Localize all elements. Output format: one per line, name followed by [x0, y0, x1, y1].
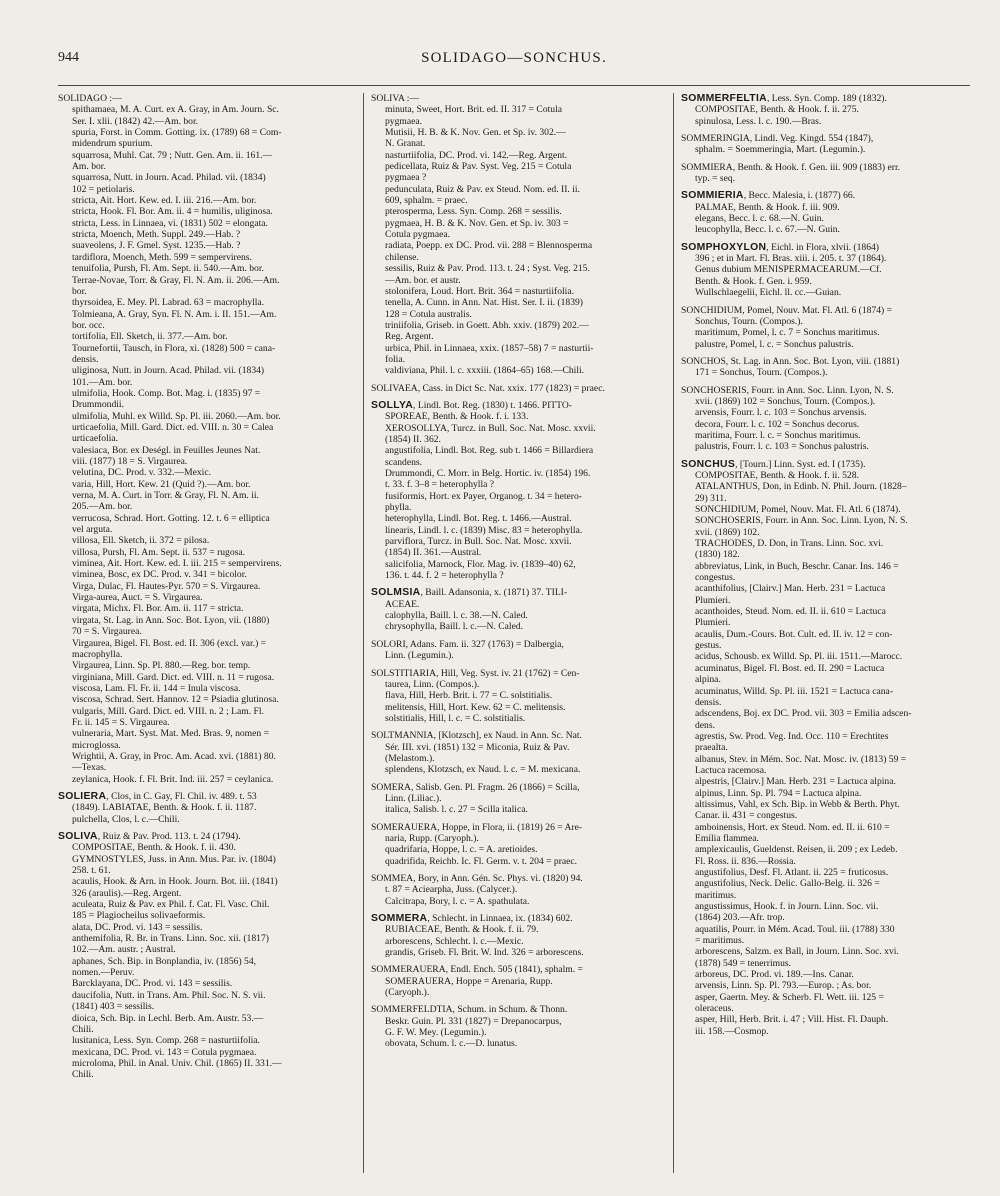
entry-line: maritimum, Pomel, l. c. 7 = Sonchus maritimus. [695, 327, 880, 339]
genus-name: SOLIVA [58, 831, 98, 842]
entry-line: viscosa, Schrad. Sert. Hannov. 12 = Psiadia glutinosa. [72, 694, 279, 706]
index-entry [371, 93, 666, 377]
entry-line: 70 = S. Virgaurea. [72, 626, 142, 638]
entry-line: 396 ; et in Mart. Fl. Bras. xiii. i. 205. t. 37 (1864). [695, 253, 887, 265]
entry-line: Lactuca racemosa. [695, 764, 767, 776]
entry-line: vulgaris, Mill. Gard. Dict. ed. VIII. n. 2 ; Lam. Fl. [72, 705, 264, 717]
entry-line: 101.—Am. bor. [72, 376, 133, 388]
entry-line: nomen.—Peruv. [72, 967, 135, 979]
entry-line: Sér. III. xvi. (1851) 132 = Miconia, Ruiz & Pav. [385, 741, 570, 753]
entry-line: SOLIVAEA, Cass. in Dict Sc. Nat. xxix. 177 (1823) = praec. [371, 382, 605, 394]
genus-heading [58, 831, 353, 842]
entry-line: amplexicaulis, Gueldenst. Reisen, ii. 209 ; ex Ledeb. [695, 844, 898, 856]
entry-line: altissimus, Vahl, ex Sch. Bip. in Webb & Berth. Phyt. [695, 798, 900, 810]
genus-citation: , Eichl. in Flora, xlvii. (1864) [766, 241, 879, 253]
entry-line: (1864) 203.—Afr. trop. [695, 912, 785, 924]
genus-citation: , Ruiz & Pav. Prod. 113. t. 24 (1794). [97, 831, 241, 842]
index-entry [681, 93, 976, 127]
entry-line: SOMERA, Salisb. Gen. Pl. Fragm. 26 (1866) = Scilla, [371, 781, 580, 793]
index-entry [681, 385, 976, 453]
entry-line: pygmaea ? [385, 172, 427, 184]
entry-line: (1878) 549 = tenerrimus. [695, 957, 791, 969]
entry-line: Canar. ii. 431 = congestus. [695, 810, 798, 822]
genus-name: SONCHUS [681, 458, 736, 470]
genus-citation: , Lindl. Bot. Reg. (1830) t. 1466. PITTO- [413, 399, 572, 411]
entry-line: RUBIACEAE, Benth. & Hook. f. ii. 79. [385, 924, 539, 936]
entry-line: stricta, Hook. Fl. Bor. Am. ii. 4 = humilis, uliginosa. [72, 206, 273, 218]
entry-line: t. 87 = Aciearpha, Juss. (Calycer.). [385, 884, 518, 896]
entry-line: spuria, Forst. in Comm. Gotting. ix. (1789) 68 = Com- [72, 127, 282, 139]
entry-line: ulmifolia, Hook. Comp. Bot. Mag. i. (1835) 97 = [72, 387, 261, 399]
genus-heading [681, 242, 976, 253]
entry-line: scandens. [385, 456, 423, 468]
entry-line: velutina, DC. Prod. v. 332.—Mexic. [72, 467, 212, 479]
index-entry [371, 1004, 666, 1049]
genus-citation: , Baill. Adansonia, x. (1871) 37. TILI- [420, 587, 568, 599]
entry-line: italica, Salisb. l. c. 27 = Scilla italica. [385, 804, 528, 816]
entry-line: G. F. W. Mey. (Legumin.). [385, 1027, 487, 1039]
entry-line: SONCHOS, St. Lag. in Ann. Soc. Bot. Lyon, viii. (1881) [681, 355, 900, 367]
entry-line: radiata, Poepp. ex DC. Prod. vii. 288 = Blennosperma [385, 240, 593, 252]
entry-line: quadrifida, Reichb. Ic. Fl. Germ. v. t. 204 = praec. [385, 855, 578, 867]
entry-line: urticaefolia, Mill. Gard. Dict. ed. VIII. n. 30 = Calea [72, 421, 274, 433]
entry-line: Cotula pygmaea. [385, 229, 451, 241]
entry-line: alpinus, Linn. Sp. Pl. 794 = Lactuca alpina. [695, 787, 862, 799]
column-left [58, 93, 353, 1173]
index-entry [681, 459, 976, 1038]
entry-line: angustifolius, Neck. Delic. Gallo-Belg. ii. 326 = [695, 878, 880, 890]
entry-line: gestus. [695, 640, 722, 652]
entry-line: 609, sphalm. = praec. [385, 195, 468, 207]
entry-line: sessilis, Ruiz & Pav. Prod. 113. t. 24 ; Syst. Veg. 215. [385, 263, 590, 275]
entry-line: anthemifolia, R. Br. in Trans. Linn. Soc. xii. (1817) [72, 933, 269, 945]
entry-line: agrestis, Sw. Prod. Veg. Ind. Occ. 110 = Erechtites [695, 730, 889, 742]
entry-line: N. Granat. [385, 138, 426, 150]
column-right [681, 93, 976, 1173]
running-head: SOLIDAGO—SONCHUS. [421, 50, 607, 66]
entry-line: varia, Hill, Hort. Kew. 21 (Quid ?).—Am. bor. [72, 478, 251, 490]
index-entry [58, 93, 353, 785]
index-entry [681, 242, 976, 299]
entry-line: SOMMIERA, Benth. & Hook. f. Gen. iii. 909 (1883) err. [681, 161, 901, 173]
entry-line: alata, DC. Prod. vi. 143 = sessilis. [72, 921, 203, 933]
entry-line: microloma, Phil. in Anal. Univ. Chil. (1865) II. 331.— [72, 1057, 282, 1069]
entry-line: (Caryoph.). [385, 987, 430, 999]
entry-line: —Am. bor. et austr. [385, 274, 461, 286]
entry-line: 205.—Am. bor. [72, 501, 133, 513]
entry-line: palustris, Fourr. l. c. 103 = Sonchus palustris. [695, 441, 869, 453]
entry-line: Barcklayana, DC. Prod. vi. 143 = sessilis. [72, 978, 233, 990]
page-number: 944 [58, 50, 79, 65]
column-middle [371, 93, 666, 1173]
entry-line: (1849). LABIATAE, Benth. & Hook. f. ii. 1187. [72, 802, 257, 814]
entry-line: villosa, Ell. Sketch, ii. 372 = pilosa. [72, 535, 210, 547]
entry-line: stricta, Moench, Meth. Suppl. 249.—Hab. ? [72, 229, 241, 241]
entry-line: Am. bor. [72, 161, 106, 173]
page-header [58, 50, 970, 74]
entry-line: SOLIDAGO :— [58, 93, 122, 104]
entry-line: SOLIVA :— [371, 93, 420, 104]
entry-line: bor. occ. [72, 319, 105, 331]
entry-line: SOMERAUERA, Hoppe = Arenaria, Rupp. [385, 975, 553, 987]
entry-line: Emilia flammea. [695, 832, 759, 844]
entry-line: linearis, Lindl. l. c. (1839) Misc. 83 = heterophylla. [385, 524, 583, 536]
text-columns [58, 93, 993, 1173]
genus-name: SOLMSIA [371, 587, 421, 599]
entry-line: Virgaurea, Linn. Sp. Pl. 880.—Reg. bor. temp. [72, 660, 251, 672]
index-entry [371, 400, 666, 582]
entry-line: Tournefortii, Tausch, in Flora, xi. (1828) 500 = cana- [72, 342, 276, 354]
entry-line: albanus, Stev. in Mém. Soc. Nat. Mosc. iv. (1813) 59 = [695, 753, 907, 765]
entry-line: (1854) II. 361.—Austral. [385, 547, 482, 559]
entry-line: Sonchus, Tourn. (Compos.). [695, 315, 803, 327]
entry-line: pygmaea, H. B. & K. Nov. Gen. et Sp. iv. 303 = [385, 217, 569, 229]
entry-line: chrysophylla, Baill. l. c.—N. Caled. [385, 621, 524, 633]
entry-line: dioica, Sch. Bip. in Lechl. Berb. Am. Austr. 53.— [72, 1012, 264, 1024]
entry-line: pulchella, Clos, l. c.—Chili. [72, 813, 180, 825]
entry-line: solstitialis, Hill, l. c. = C. solstitialis. [385, 712, 526, 724]
entry-line: Linn. (Liliac.). [385, 792, 442, 804]
index-entry [681, 190, 976, 235]
entry-line: splendens, Klotzsch, ex Naud. l. c. = M. mexicana. [385, 764, 581, 776]
entry-line: verrucosa, Schrad. Hort. Gotting. 12. t. 6 = elliptica [72, 512, 270, 524]
entry-line: 136. t. 44. f. 2 = heterophylla ? [385, 570, 504, 582]
column-divider [363, 93, 364, 1173]
entry-line: asper, Hill, Herb. Brit. i. 47 ; Vill. Hist. Fl. Dauph. [695, 1014, 889, 1026]
entry-line: thyrsoidea, E. Mey. Pl. Labrad. 63 = macrophylla. [72, 297, 265, 309]
entry-line: chilense. [385, 251, 419, 263]
entry-line: maritimus. [695, 889, 737, 901]
header-rule [58, 85, 970, 86]
entry-line: Plumieri. [695, 594, 731, 606]
entry-line: xvii. (1869) 102 = Sonchus, Tourn. (Compos.). [695, 395, 876, 407]
entry-line: heterophylla, Lindl. Bot. Reg. t. 1466.—Austral. [385, 513, 572, 525]
entry-line: Drummondii. [72, 399, 124, 411]
entry-line: Wullschlaegelii, Eichl. ll. cc.—Guian. [695, 287, 842, 299]
entry-line: (1830) 182. [695, 549, 740, 561]
genus-name: SOMMERA [371, 913, 428, 925]
entry-line: urbica, Phil. in Linnaea, xxix. (1857–58) 7 = nasturtii- [385, 342, 594, 354]
entry-line: squarrosa, Muhl. Cat. 79 ; Nutt. Gen. Am. ii. 161.— [72, 149, 273, 161]
entry-line: leucophylla, Becc. l. c. 67.—N. Guin. [695, 224, 840, 236]
entry-line: viminea, Ait. Hort. Kew. ed. I. iii. 215 = sempervirens. [72, 558, 282, 570]
genus-heading [58, 791, 353, 802]
entry-line: = maritimus. [695, 935, 745, 947]
index-entry [371, 383, 666, 394]
entry-line: virgata, St. Lag. in Ann. Soc. Bot. Lyon, vii. (1880) [72, 614, 270, 626]
entry-line: parviflora, Turcz. in Bull. Soc. Nat. Mosc. xxvii. [385, 536, 572, 548]
entry-line: COMPOSITAE, Benth. & Hook. f. ii. 275. [695, 104, 859, 116]
entry-line: aphanes, Sch. Bip. in Bonplandia, iv. (1856) 54, [72, 955, 257, 967]
entry-line: SONCHIDIUM, Pomel, Nouv. Mat. Fl. Atl. 6 (1874) = [681, 304, 893, 316]
entry-line: SOMMERINGIA, Lindl. Veg. Kingd. 554 (1847), [681, 133, 874, 145]
entry-line: SOMMERFELDTIA, Schum. in Schum. & Thonn. [371, 1004, 568, 1016]
entry-line: mexicana, DC. Prod. vi. 143 = Cotula pygmaea. [72, 1046, 257, 1058]
entry-line: folia. [385, 353, 405, 365]
genus-name: SOMMERFELTIA [681, 93, 767, 104]
genus-citation: , Clos, in C. Gay, Fl. Chil. iv. 489. t. 53 [106, 790, 257, 802]
entry-line: melitensis, Hill, Hort. Kew. 62 = C. melitensis. [385, 701, 566, 713]
entry-line: virginiana, Mill. Gard. Dict. ed. VIII. n. 11 = rugosa. [72, 671, 275, 683]
entry-line: flava, Hill, Herb. Brit. i. 77 = C. solstitialis. [385, 690, 553, 702]
entry-line: stolonifera, Loud. Hort. Brit. 364 = nasturtiifolia. [385, 285, 574, 297]
entry-line: valdiviana, Phil. l. c. xxxiii. (1864–65) 168.—Chili. [385, 365, 585, 377]
entry-line: vel arguta. [72, 524, 113, 536]
entry-line: phylla. [385, 502, 412, 514]
entry-line: Terrae-Novae, Torr. & Gray, Fl. N. Am. ii. 206.—Am. [72, 274, 280, 286]
entry-line: densis. [695, 696, 722, 708]
entry-line: tenuifolia, Pursh, Fl. Am. Sept. ii. 540.—Am. bor. [72, 263, 264, 275]
entry-line: valesiaca, Bor. ex Deségl. in Feuilles Jeunes Nat. [72, 444, 261, 456]
index-entry [371, 913, 666, 958]
index-entry [681, 356, 976, 379]
entry-line: tortifolia, Ell. Sketch, ii. 377.—Am. bor. [72, 331, 228, 343]
entry-line: viminea, Bosc, ex DC. Prod. v. 341 = bicolor. [72, 569, 247, 581]
entry-line: oleraceus. [695, 1003, 734, 1015]
entry-line: acaulis, Hook. & Arn. in Hook. Journ. Bot. iii. (1841) [72, 876, 278, 888]
entry-line: tardiflora, Moench, Meth. 599 = sempervirens. [72, 251, 252, 263]
entry-line: SOMERAUERA, Hoppe, in Flora, ii. (1819) 26 = Are- [371, 821, 583, 833]
entry-line: ulmifolia, Muhl. ex Willd. Sp. Pl. iii. 2060.—Am. bor. [72, 410, 281, 422]
index-entry [371, 639, 666, 662]
genus-heading [371, 400, 666, 411]
entry-line: Benth. & Hook. f. Gen. i. 959. [695, 275, 812, 287]
entry-line: decora, Fourr. l. c. 102 = Sonchus decorus. [695, 418, 860, 430]
entry-line: adscendens, Boj. ex DC. Prod. vii. 303 = Emilia adscen- [695, 708, 912, 720]
entry-line: viii. (1877) 18 = S. Virgaurea. [72, 456, 188, 467]
entry-line: Chili. [72, 1069, 94, 1081]
entry-line: SOLORI, Adans. Fam. ii. 327 (1763) = Dalbergia, [371, 638, 564, 650]
genus-citation: , Schlecht. in Linnaea, ix. (1834) 602. [427, 913, 573, 925]
entry-line: vulneraria, Mart. Syst. Mat. Med. Bras. 9, nomen = [72, 728, 269, 740]
entry-line: 185 = Plagiocheilus solivaeformis. [72, 910, 206, 922]
entry-line: 102 = petiolaris. [72, 183, 135, 195]
genus-heading [681, 459, 976, 470]
entry-line: GYMNOSTYLES, Juss. in Ann. Mus. Par. iv. (1804) [72, 853, 276, 865]
entry-line: acanthifolius, [Clairv.] Man. Herb. 231 = Lactuca [695, 583, 886, 595]
entry-line: pterosperma, Less. Syn. Comp. 268 = sessilis. [385, 206, 562, 218]
entry-line: (1854) II. 362. [385, 433, 441, 445]
entry-line: fusiformis, Hort. ex Payer, Organog. t. 34 = hetero- [385, 490, 582, 502]
entry-line: suaveolens, J. F. Gmel. Syst. 1235.—Hab. ? [72, 240, 241, 252]
entry-line: naria, Rupp. (Caryoph.). [385, 832, 479, 844]
entry-line: Virgaurea, Bigel. Fl. Bost. ed. II. 306 (excl. var.) = [72, 637, 267, 649]
entry-line: praealta. [695, 742, 728, 754]
entry-line: PALMAE, Benth. & Hook. f. iii. 909. [695, 201, 840, 213]
entry-line: 258. t. 61. [72, 865, 111, 877]
entry-line: Beskr. Guin. Pl. 331 (1827) = Drepanocarpus, [385, 1015, 562, 1027]
entry-line: SOMMEA, Bory, in Ann. Gén. Sc. Phys. vi. (1820) 94. [371, 873, 583, 884]
entry-line: congestus. [695, 572, 736, 584]
genus-heading [371, 587, 666, 598]
entry-line: spinulosa, Less. l. c. 190.—Bras. [695, 115, 822, 127]
entry-line: arvensis, Fourr. l. c. 103 = Sonchus arvensis. [695, 407, 867, 419]
entry-line: calophylla, Baill. l. c. 38.—N. Caled. [385, 610, 528, 622]
entry-line: palustre, Pomel, l. c. = Sonchus palustris. [695, 338, 854, 350]
entry-line: acaulis, Dum.-Cours. Bot. Cult. ed. II. iv. 12 = con- [695, 628, 893, 640]
entry-line: SONCHIDIUM, Pomel, Nouv. Mat. Fl. Atl. 6 (1874). [695, 504, 901, 515]
genus-heading [371, 913, 666, 924]
entry-line: iii. 158.—Cosmop. [695, 1025, 769, 1037]
genus-name: SOLIERA [58, 790, 107, 802]
genus-heading [681, 190, 976, 201]
entry-line: acanthoides, Steud. Nom. ed. II. ii. 610 = Lactuca [695, 606, 886, 618]
entry-line: pygmaea. [385, 115, 423, 127]
entry-line: bor. [72, 285, 87, 297]
entry-line: COMPOSITAE, Benth. & Hook. f. ii. 528. [695, 469, 859, 481]
entry-line: angustifolia, Lindl. Bot. Reg. sub t. 1466 = Billardiera [385, 445, 594, 457]
entry-line: arboreus, DC. Prod. vi. 189.—Ins. Canar. [695, 969, 854, 981]
entry-line: SONCHOSERIS, Fourr. in Ann. Soc. Linn. Lyon, N. S. [695, 515, 908, 527]
entry-line: obovata, Schum. l. c.—D. lunatus. [385, 1038, 518, 1050]
entry-line: villosa, Pursh, Fl. Am. Sept. ii. 537 = rugosa. [72, 546, 246, 558]
entry-line: tenella, A. Cunn. in Ann. Nat. Hist. Ser. I. ii. (1839) [385, 297, 583, 309]
entry-line: acidus, Schousb. ex Willd. Sp. Pl. iii. 1511.—Marocc. [695, 651, 903, 663]
entry-line: maritima, Fourr. l. c. = Sonchus maritimus. [695, 429, 861, 441]
entry-line: grandis, Griseb. Fl. Brit. W. Ind. 326 = arborescens. [385, 947, 584, 959]
genus-citation: , [Tourn.] Linn. Syst. ed. I (1735). [735, 458, 866, 470]
entry-line: SOLSTITIARIA, Hill, Veg. Syst. iv. 21 (1762) = Cen- [371, 667, 580, 679]
entry-line: SOLTMANNIA, [Klotzsch], ex Naud. in Ann. Sc. Nat. [371, 730, 582, 742]
entry-line: urticaefolia. [72, 433, 119, 445]
entry-line: arborescens, Schlecht. l. c.—Mexic. [385, 935, 524, 947]
entry-line: Plumieri. [695, 617, 731, 629]
entry-line: lusitanica, Less. Syn. Comp. 268 = nasturtiifolia. [72, 1035, 260, 1047]
genus-heading [681, 93, 976, 104]
entry-line: arvensis, Linn. Sp. Pl. 793.—Europ. ; As. bor. [695, 980, 872, 992]
entry-line: 128 = Cotula australis. [385, 308, 472, 320]
entry-line: spithamaea, M. A. Curt. ex A. Gray, in Am. Journ. Sc. [72, 104, 279, 116]
entry-line: SPOREAE, Benth. & Hook. f. i. 133. [385, 411, 529, 423]
entry-line: elegans, Becc. l. c. 68.—N. Guin. [695, 213, 824, 225]
entry-line: acuminatus, Willd. Sp. Pl. iii. 1521 = Lactuca cana- [695, 685, 894, 697]
entry-line: pedunculata, Ruiz & Pav. ex Steud. Nom. ed. II. ii. [385, 183, 580, 195]
entry-line: pedicellata, Ruiz & Pav. Syst. Veg. 215 = Cotula [385, 161, 572, 173]
entry-line: aculeata, Ruiz & Pav. ex Phil. f. Cat. Fl. Vasc. Chil. [72, 899, 270, 911]
entry-line: Linn. (Legumin.). [385, 650, 454, 662]
entry-line: verna, M. A. Curt. in Torr. & Gray, Fl. N. Am. ii. [72, 490, 259, 502]
entry-line: alpestris, [Clairv.] Man. Herb. 231 = Lactuca alpina. [695, 776, 896, 788]
entry-line: TRACHODES, D. Don, in Trans. Linn. Soc. xvi. [695, 538, 884, 550]
entry-line: arborescens, Salzm. ex Ball, in Journ. Linn. Soc. xvi. [695, 946, 899, 958]
entry-line: asper, Gaertn. Mey. & Scherb. Fl. Wett. iii. 125 = [695, 991, 884, 1003]
entry-line: Genus dubium MENISPERMACEARUM.—Cf. [695, 264, 882, 276]
entry-line: daucifolia, Nutt. in Trans. Am. Phil. Soc. N. S. vii. [72, 989, 266, 1001]
entry-line: 171 = Sonchus, Tourn. (Compos.). [695, 367, 828, 379]
entry-line: aquatilis, Pourr. in Mém. Acad. Toul. iii. (1788) 330 [695, 923, 895, 935]
entry-line: dens. [695, 719, 715, 731]
entry-line: macrophylla. [72, 648, 123, 660]
index-entry [371, 587, 666, 632]
entry-line: XEROSOLLYA, Turcz. in Bull. Soc. Nat. Mosc. xxvii. [385, 422, 596, 434]
entry-line: triniifolia, Griseb. in Goett. Abh. xxiv. (1879) 202.— [385, 319, 589, 331]
index-entry [371, 668, 666, 725]
genus-name: SOMMIERIA [681, 190, 744, 202]
index-entry [681, 162, 976, 185]
entry-line: stricta, Ait. Hort. Kew. ed. I. iii. 216.—Am. bor. [72, 195, 257, 207]
entry-line: SOMMERAUERA, Endl. Ench. 505 (1841), sphalm. = [371, 964, 583, 976]
genus-citation: , Less. Syn. Comp. 189 (1832). [766, 93, 887, 104]
entry-line: Virga-aurea, Auct. = S. Virgaurea. [72, 592, 203, 604]
genus-name: SOMPHOXYLON [681, 241, 767, 253]
entry-line: (1841) 403 = sessilis. [72, 1001, 155, 1013]
entry-line: squarrosa, Nutt. in Journ. Acad. Philad. vii. (1834) [72, 172, 266, 184]
entry-line: Drummondi, C. Morr. in Belg. Hortic. iv. (1854) 196. [385, 468, 591, 479]
genus-citation: , Becc. Malesia, i. (1877) 66. [743, 190, 856, 202]
entry-line: acuminatus, Bigel. Fl. Bost. ed. II. 290 = Lactuca [695, 662, 885, 674]
entry-line: Fl. Ross. ii. 836.—Rossia. [695, 855, 796, 867]
entry-line: ATALANTHUS, Don, in Edinb. N. Phil. Journ. (1828– [695, 481, 907, 493]
entry-line: midendrum spurium. [72, 138, 153, 150]
index-entry [371, 782, 666, 816]
entry-line: 326 (araulis).—Reg. Argent. [72, 887, 182, 899]
index-entry [681, 305, 976, 350]
entry-line: taurea, Linn. (Compos.). [385, 678, 480, 690]
entry-line: Virga, Dulac, Fl. Hautes-Pyr. 570 = S. Virgaurea. [72, 580, 261, 592]
index-entry [58, 831, 353, 1081]
entry-line: viscosa, Lam. Fl. Fr. ii. 144 = Inula viscosa. [72, 682, 241, 694]
index-entry [371, 730, 666, 775]
entry-line: t. 33. f. 3–8 = heterophylla ? [385, 479, 495, 491]
entry-line: ACEAE. [385, 598, 420, 610]
entry-line: abbreviatus, Link, in Buch, Beschr. Canar. Ins. 146 = [695, 560, 899, 572]
entry-line: 102.—Am. austr. ; Austral. [72, 944, 176, 956]
genus-name: SOLLYA [371, 399, 414, 411]
entry-line: densis. [72, 353, 99, 365]
entry-line: microglossa. [72, 739, 121, 751]
entry-line: Mutisii, H. B. & K. Nov. Gen. et Sp. iv. 302.— [385, 127, 566, 139]
entry-line: quadrifaria, Hoppe, l. c. = A. aretioides. [385, 844, 538, 856]
index-entry [58, 791, 353, 825]
entry-line: angustifolius, Desf. Fl. Atlant. ii. 225 = fruticosus. [695, 867, 889, 878]
entry-line: —Texas. [72, 762, 107, 774]
entry-line: xvii. (1869) 102. [695, 526, 760, 538]
entry-line: minuta, Sweet, Hort. Brit. ed. II. 317 = Cotula [385, 104, 563, 116]
entry-line: nasturtiifolia, DC. Prod. vi. 142.—Reg. Argent. [385, 149, 568, 161]
entry-line: Chili. [72, 1023, 94, 1035]
entry-line: Fr. ii. 145 = S. Virgaurea. [72, 716, 170, 728]
entry-line: zeylanica, Hook. f. Fl. Brit. Ind. iii. 257 = ceylanica. [72, 773, 274, 785]
entry-line: uliginosa, Nutt. in Journ. Acad. Philad. vii. (1834) [72, 365, 265, 377]
entry-line: COMPOSITAE, Benth. & Hook. f. ii. 430. [72, 842, 236, 854]
entry-line: Tolmieana, A. Gray, Syn. Fl. N. Am. i. II. 151.—Am. [72, 308, 277, 320]
entry-line: alpina. [695, 674, 721, 686]
entry-line: Wrightii, A. Gray, in Proc. Am. Acad. xvi. (1881) 80. [72, 750, 276, 762]
entry-line: salicifolia, Marnock, Flor. Mag. iv. (1839–40) 62, [385, 558, 576, 570]
entry-line: amboinensis, Hort. ex Steud. Nom. ed. II. ii. 610 = [695, 821, 890, 833]
column-divider [673, 93, 674, 1173]
index-entry [371, 873, 666, 907]
index-entry [371, 964, 666, 998]
entry-line: virgata, Michx. Fl. Bor. Am. ii. 117 = stricta. [72, 603, 244, 615]
entry-line: typ. = seq. [695, 173, 736, 185]
entry-line: stricta, Less. in Linnaea, vi. (1831) 502 = elongata. [72, 217, 268, 229]
entry-line: 29) 311. [695, 492, 727, 504]
entry-line: Calcitrapa, Bory, l. c. = A. spathulata. [385, 895, 530, 907]
index-entry [371, 822, 666, 867]
entry-line: sphalm. = Soemmeringia, Mart. (Legumin.). [695, 144, 866, 156]
entry-line: Ser. I. xlii. (1842) 42.—Am. bor. [72, 115, 199, 127]
entry-line: Reg. Argent. [385, 331, 434, 343]
index-entry [681, 133, 976, 156]
entry-line: angustissimus, Hook. f. in Journ. Linn. Soc. vii. [695, 901, 879, 913]
entry-line: (Melastom.). [385, 752, 435, 764]
entry-line: SONCHOSERIS, Fourr. in Ann. Soc. Linn. Lyon, N. S. [681, 384, 894, 396]
